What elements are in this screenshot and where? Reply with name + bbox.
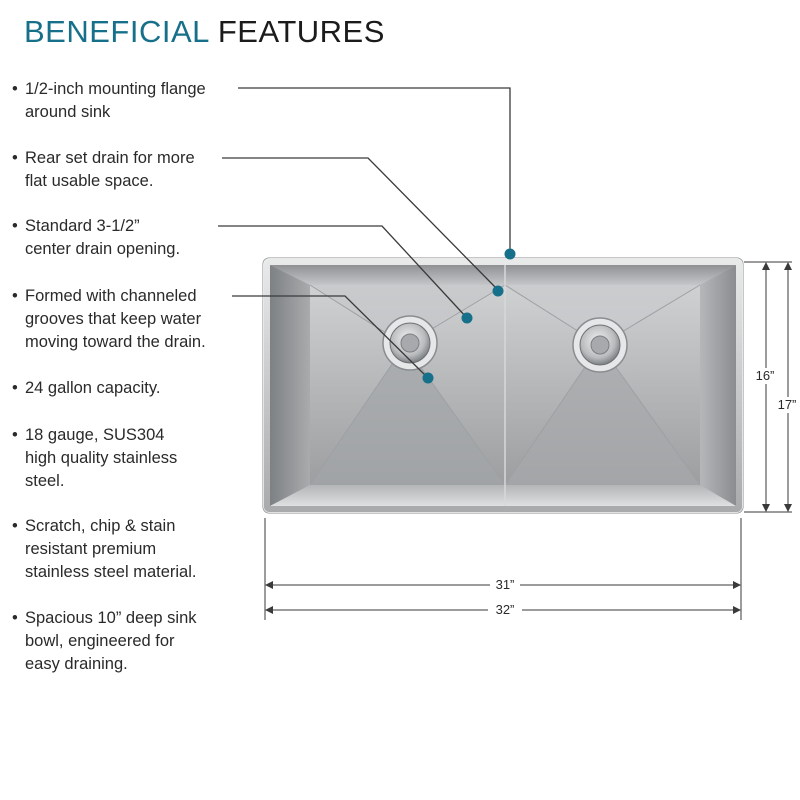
dim-label-32: 32” (495, 602, 515, 617)
feature-line: stainless steel material. (25, 563, 197, 581)
dim-label-17: 17” (777, 397, 797, 412)
feature-line: Scratch, chip & stain (25, 517, 176, 535)
title-beneficial: BENEFICIAL (24, 14, 209, 49)
leader-line-flange (238, 88, 510, 252)
feature-line: Standard 3-1/2” (25, 217, 140, 235)
bullet-icon: • (12, 609, 18, 627)
feature-line: moving toward the drain. (25, 333, 206, 351)
bullet-icon: • (12, 379, 18, 397)
feature-line: bowl, engineered for (25, 632, 175, 650)
dim-label-16: 16” (755, 368, 775, 383)
bullet-icon: • (12, 517, 18, 535)
feature-line: high quality stainless (25, 449, 178, 467)
bullet-icon: • (12, 149, 18, 167)
bullet-icon: • (12, 80, 18, 98)
feature-line: steel. (25, 472, 65, 490)
feature-line: resistant premium (25, 540, 157, 558)
feature-line: 1/2-inch mounting flange (25, 80, 206, 98)
feature-line: easy draining. (25, 655, 128, 673)
feature-line: around sink (25, 103, 111, 121)
callout-dot-icon (462, 313, 473, 324)
callout-dot-icon (505, 249, 516, 260)
callout-dot-icon (423, 373, 434, 384)
feature-line: grooves that keep water (25, 310, 202, 328)
bullet-icon: • (12, 287, 18, 305)
feature-line: flat usable space. (25, 172, 154, 190)
dim-label-31: 31” (495, 577, 515, 592)
drain-icon (573, 318, 627, 372)
feature-line: center drain opening. (25, 240, 181, 258)
feature-line: 24 gallon capacity. (25, 379, 161, 397)
title-features: FEATURES (217, 14, 385, 49)
drain-icon (383, 316, 437, 370)
feature-line: Rear set drain for more (25, 149, 195, 167)
callout-dot-icon (493, 286, 504, 297)
bullet-icon: • (12, 217, 18, 235)
feature-line: Formed with channeled (25, 287, 197, 305)
feature-line: 18 gauge, SUS304 (25, 426, 165, 444)
bullet-icon: • (12, 426, 18, 444)
feature-line: Spacious 10” deep sink (25, 609, 197, 627)
